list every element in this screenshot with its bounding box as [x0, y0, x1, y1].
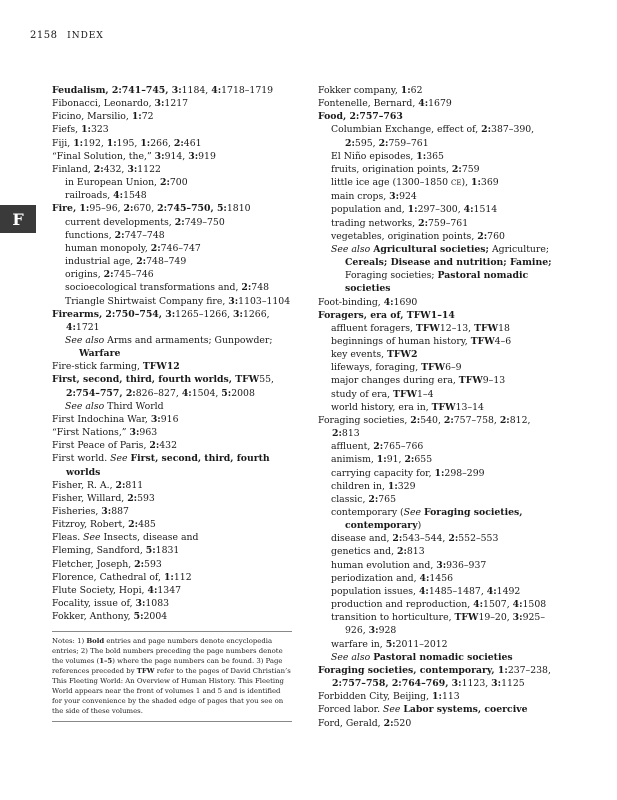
- index-entry: Fokker company, 1:62: [318, 85, 423, 96]
- index-entry: “First Nations,” 3:963: [52, 427, 158, 439]
- index-entry: affluent, 2:765–766: [331, 441, 424, 453]
- index-entry: periodization and, 4:1456: [331, 572, 454, 584]
- index-entry: Fibonacci, Leonardo, 3:1217: [52, 98, 189, 110]
- index-entry: classic, 2:765: [331, 493, 397, 505]
- index-entry: vegetables, origination points, 2:760: [331, 230, 505, 242]
- index-entry: Forced labor. See Labor systems, coercive: [318, 704, 528, 716]
- index-entry: Fisheries, 3:887: [52, 506, 129, 517]
- index-entry: children in, 1:329: [331, 480, 416, 492]
- page-number: 2158: [30, 30, 58, 41]
- index-entry: Foraging societies, contemporary, 1:237–238, 2:757–758, 2:764–769, 3:1123, 3:1125: [318, 664, 551, 690]
- index-entry: Fire, 1:95–96, 2:670, 2:745–750, 5:1810: [52, 203, 251, 215]
- index-entry: disease and, 2:543–544, 2:552–553: [331, 533, 499, 545]
- index-entry: “Final Solution, the,” 3:914, 3:919: [52, 150, 216, 162]
- index-entry: population issues, 4:1485–1487, 4:1492: [331, 585, 521, 597]
- index-entry: Fisher, R. A., 2:811: [52, 479, 144, 491]
- page-header: [30, 30, 104, 41]
- index-entry: El Niño episodes, 1:365: [331, 150, 444, 162]
- notes-box: [52, 631, 292, 722]
- index-entry: First world. See First, second, third, fourth worlds: [52, 453, 270, 478]
- index-entry: Columbian Exchange, effect of, 2:387–390, 2:595, 2:759–761: [331, 124, 535, 149]
- index-entry: world history, era in, TFW13–14: [331, 401, 484, 413]
- index-entry: production and reproduction, 4:1507, 4:1508: [331, 599, 547, 611]
- index-entry: railroads, 4:1548: [65, 190, 147, 202]
- index-entry: trading networks, 2:759–761: [331, 217, 469, 229]
- section-tab-letter: F: [0, 205, 36, 233]
- index-entry: See also Arms and armaments; Gunpowder; Warfare: [65, 334, 273, 360]
- header-label: INDEX: [67, 31, 104, 41]
- index-entry: Flute Society, Hopi, 4:1347: [52, 584, 182, 596]
- index-column-right: [318, 84, 558, 730]
- index-entry: Ficino, Marsilio, 1:72: [52, 111, 154, 123]
- index-entry: in European Union, 2:700: [65, 177, 188, 189]
- index-entry: fruits, origination points, 2:759: [331, 163, 480, 175]
- index-entry: current developments, 2:749–750: [65, 216, 225, 228]
- index-entry: key events, TFW2: [331, 349, 418, 361]
- index-entry: Fontenelle, Bernard, 4:1679: [318, 98, 452, 110]
- index-entry: socioecological transformations and, 2:748: [65, 282, 270, 294]
- index-entry: Fleas. See Insects, disease and: [52, 532, 199, 544]
- index-entry: Fire-stick farming, TFW12: [52, 361, 180, 373]
- index-entry: See also Pastoral nomadic societies: [331, 651, 513, 663]
- index-entry: Fokker, Anthony, 5:2004: [52, 611, 168, 623]
- index-entry: transition to horticulture, TFW19–20, 3:925–926, 3:928: [331, 612, 545, 637]
- index-column-left: [52, 84, 292, 722]
- index-entry: animism, 1:91, 2:655: [331, 454, 433, 466]
- index-entry: industrial age, 2:748–749: [65, 256, 187, 268]
- index-entry: human evolution and, 3:936–937: [331, 559, 487, 571]
- index-entry: little ice age (1300–1850 CE), 1:369: [331, 177, 499, 189]
- index-entry: genetics and, 2:813: [331, 546, 425, 558]
- index-entry: Finland, 2:432, 3:1122: [52, 163, 161, 175]
- index-entry: Focality, issue of, 3:1083: [52, 598, 170, 610]
- index-entry: population and, 1:297–300, 4:1514: [331, 204, 498, 216]
- index-entry: functions, 2:747–748: [65, 229, 165, 241]
- index-entry: affluent foragers, TFW12–13, TFW18: [331, 322, 510, 334]
- index-entry: Feudalism, 2:741–745, 3:1184, 4:1718–1719: [52, 85, 274, 96]
- index-entry: lifeways, foraging, TFW6–9: [331, 362, 462, 374]
- index-entry: First, second, third, fourth worlds, TFW55, 2:754–757, 2:826–827, 4:1504, 5:2008: [52, 374, 274, 399]
- index-entry: Firearms, 2:750–754, 3:1265–1266, 3:1266, 4:1721: [52, 308, 270, 333]
- index-entry: Florence, Cathedral of, 1:112: [52, 571, 192, 583]
- index-entry: study of era, TFW1–4: [331, 388, 434, 400]
- index-entry: Foot-binding, 4:1690: [318, 296, 418, 308]
- index-entry: beginnings of human history, TFW4–6: [331, 335, 512, 347]
- index-entry: origins, 2:745–746: [65, 269, 154, 281]
- index-entry: major changes during era, TFW9–13: [331, 375, 506, 387]
- index-entry: See also Agricultural societies; Agriculture; Cereals; Disease and nutrition; Famine; Foraging societies; Pastoral nomadic societies: [331, 243, 552, 295]
- index-entry: Fitzroy, Robert, 2:485: [52, 519, 156, 531]
- index-entry: See also Third World: [65, 400, 164, 412]
- left-entry-list: [52, 84, 292, 623]
- index-entry: Forbidden City, Beijing, 1:113: [318, 691, 460, 703]
- notes-text: Notes: 1) Bold entries and page numbers denote encyclopedia entries; 2) The bold numbers preceding the page numbers denote the volumes (1–5) where the page numbers can be found. 3) Page references preceded by TFW refer to the pages of David Christian’s This Fleeting World: An Overview of Human History. This Fleeting World appears near the front of volumes 1 and 5 and is identified for your convenience by the shaded edge of pages that you see on the side of these volumes.: [52, 637, 291, 716]
- index-entry: Fletcher, Joseph, 2:593: [52, 558, 162, 570]
- index-entry: Fleming, Sandford, 5:1831: [52, 545, 180, 557]
- index-entry: Foragers, era of, TFW1–14: [318, 309, 455, 321]
- index-entry: Foraging societies, 2:540, 2:757–758, 2:812, 2:813: [318, 414, 531, 440]
- index-entry: First Indochina War, 3:916: [52, 413, 179, 425]
- index-entry: carrying capacity for, 1:298–299: [331, 467, 485, 479]
- index-entry: warfare in, 5:2011–2012: [331, 638, 448, 650]
- index-entry: First Peace of Paris, 2:432: [52, 440, 178, 452]
- right-entry-list: [318, 84, 558, 730]
- index-entry: Fisher, Willard, 2:593: [52, 492, 155, 504]
- index-entry: Ford, Gerald, 2:520: [318, 717, 412, 729]
- index-entry: Food, 2:757–763: [318, 111, 403, 123]
- index-entry: Triangle Shirtwaist Company fire, 3:1103–1104: [65, 295, 291, 307]
- index-entry: human monopoly, 2:746–747: [65, 242, 201, 254]
- index-entry: main crops, 3:924: [331, 191, 417, 203]
- index-entry: contemporary (See Foraging societies, contemporary): [331, 507, 523, 532]
- index-entry: Fiefs, 1:323: [52, 124, 109, 136]
- index-entry: Fiji, 1:192, 1:195, 1:266, 2:461: [52, 137, 202, 149]
